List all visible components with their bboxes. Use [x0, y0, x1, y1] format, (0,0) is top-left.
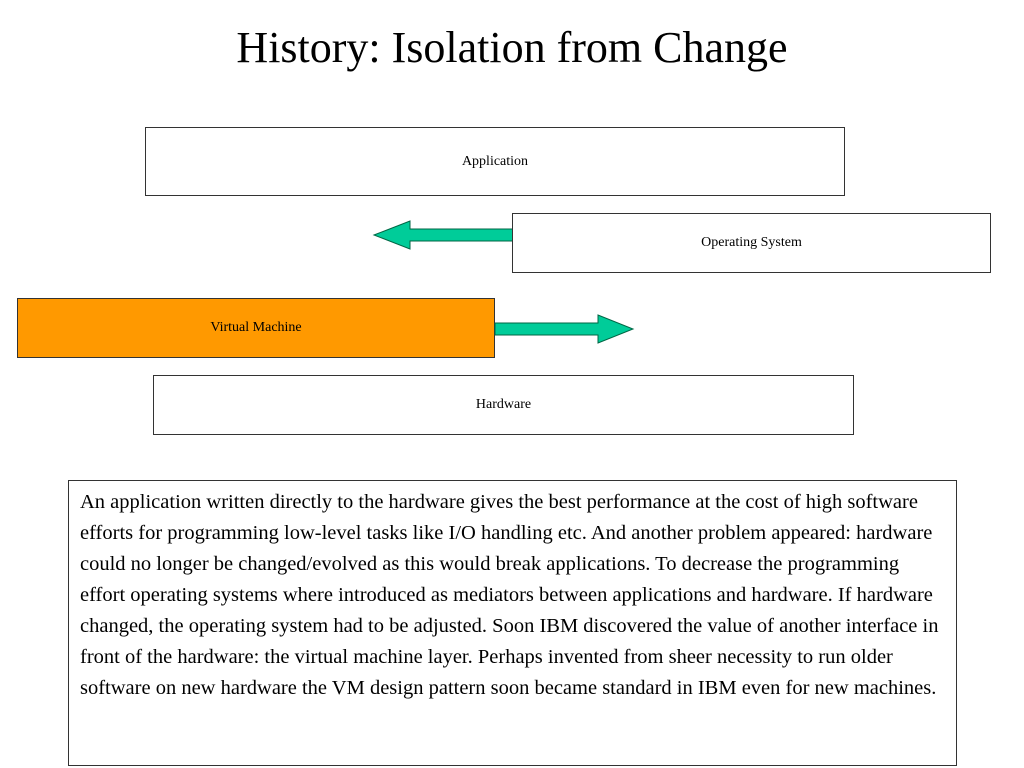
hardware-layer-box: [153, 375, 854, 435]
application-layer-box: [145, 127, 845, 196]
operating-system-layer-label: Operating System: [701, 235, 802, 250]
application-layer-label: Application: [461, 153, 529, 169]
right-arrow-icon: [494, 313, 636, 345]
left-arrow-icon: [372, 219, 514, 251]
slide-title: History: Isolation from Change: [236, 23, 788, 72]
virtual-machine-layer-label: Virtual Machine: [210, 320, 302, 335]
description-text-box: An application written directly to the hardware gives the best performance at the cost of high software efforts for programming low-level tasks like I/O handling etc. And another problem appeared: hardware could no longer be changed/evolved as this would break applications. To decrease the programming effort operating systems where introduced as mediators between applications and hardware. If hardware changed, the operating system had to be adjusted. Soon IBM discovered the value of another interface in front of the hardware: the virtual machine layer. Perhaps invented from sheer necessity to run older software on new hardware the VM design pattern soon became standard in IBM even for new machines.: [68, 480, 957, 766]
virtual-machine-layer-box: [17, 298, 495, 358]
operating-system-layer-box: [512, 213, 991, 273]
hardware-layer-label: Hardware: [475, 397, 532, 412]
